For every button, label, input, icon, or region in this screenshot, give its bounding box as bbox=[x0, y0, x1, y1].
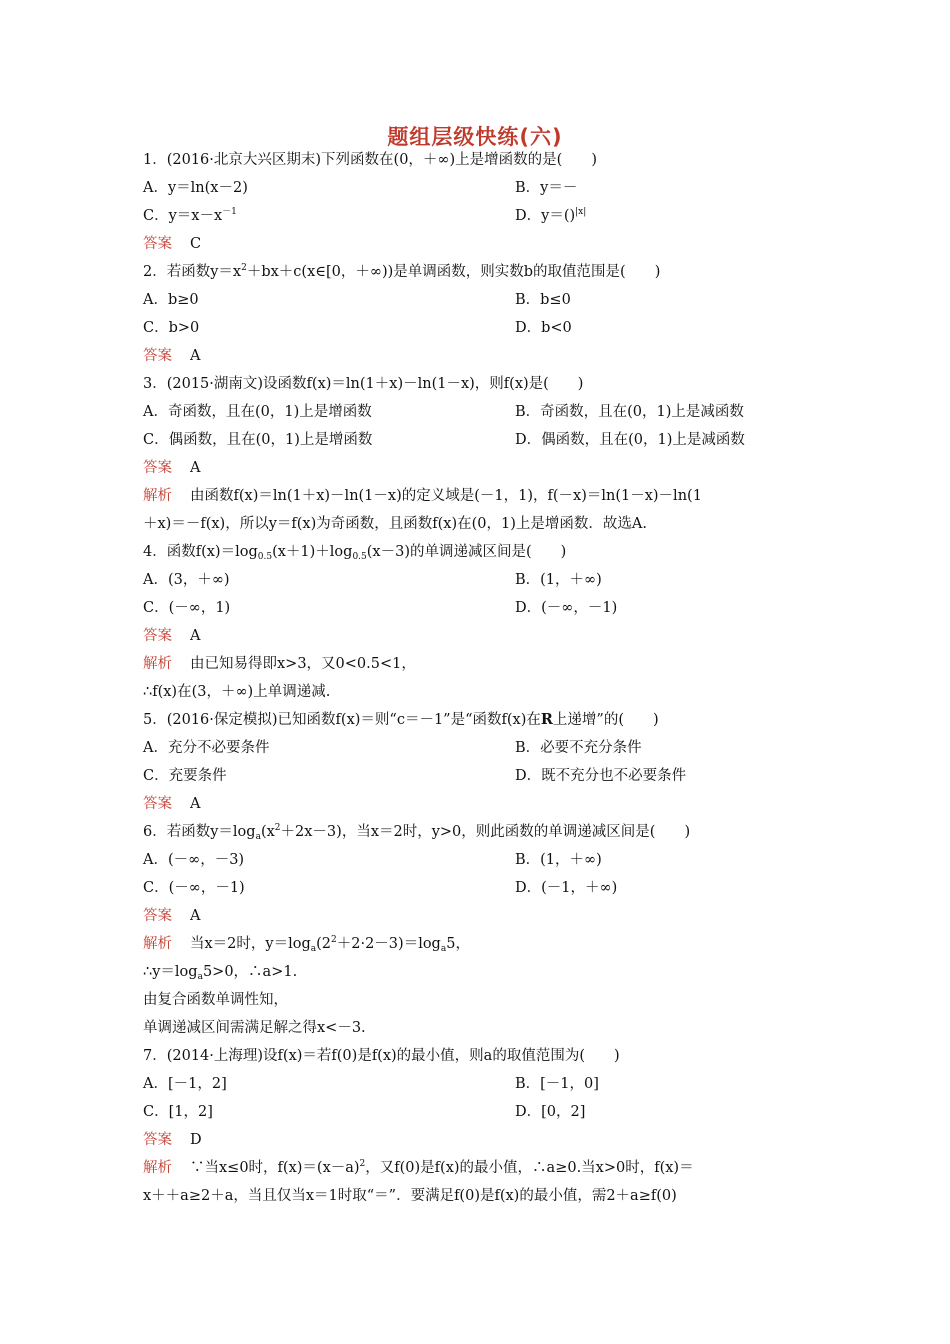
question-6-options-cd bbox=[143, 874, 815, 902]
question-4-analysis: 解析 由已知易得即x>3，又0<0.5<1， bbox=[143, 656, 416, 672]
option-c: C．$y=x-x^{-1}$ bbox=[143, 207, 237, 224]
option-c: C．b>0 bbox=[143, 320, 200, 336]
question-3-stem: 3．(2015·湖南文)设函数f(x)＝ln(1＋x)－ln(1－x)，则f(x)是( ) bbox=[143, 376, 584, 392]
option-d: D．既不充分也不必要条件 bbox=[515, 768, 687, 784]
question-list bbox=[143, 146, 815, 1210]
question-5-stem: 5．(2016·保定模拟)已知函数f(x)＝则“c＝－1”是“函数f(x)在R上递增”的( ) bbox=[143, 711, 659, 728]
option-a: A．y＝ln(x－2) bbox=[143, 180, 248, 196]
question-7-options-ab bbox=[143, 1070, 815, 1098]
answer-label: 答案 bbox=[143, 796, 172, 812]
question-6-analysis: 解析 当x＝2时，$y=\log_a(2^2+2\cdot 2-3)=\log_a5$， bbox=[143, 935, 470, 954]
option-a: A．奇函数，且在(0，1)上是增函数 bbox=[143, 404, 372, 420]
question-3-analysis: 解析 由函数f(x)＝ln(1＋x)－ln(1－x)的定义域是(－1，1)，f(－x)＝ln(1－x)－ln(1 bbox=[143, 488, 702, 504]
question-6-answer: 答案 A bbox=[143, 908, 201, 924]
answer-label: 答案 bbox=[143, 460, 172, 476]
question-6-analysis-cont: 单调递减区间需满足解之得x<－3. bbox=[143, 1020, 366, 1036]
answer-label: 答案 bbox=[143, 236, 172, 252]
question-2-answer: 答案 A bbox=[143, 348, 201, 364]
option-a: A．[－1，2] bbox=[143, 1076, 227, 1092]
question-1-options-ab bbox=[143, 174, 815, 202]
analysis-label: 解析 bbox=[143, 1160, 172, 1176]
question-6-stem: 6．若函数$y=\log_a(x^2+2x-3)$，当x＝2时，y>0，则此函数的单调递减区间是( ) bbox=[143, 823, 691, 842]
answer-label: 答案 bbox=[143, 1132, 172, 1148]
question-4-analysis-cont: ∴f(x)在(3，＋∞)上单调递减. bbox=[143, 684, 331, 700]
question-2-options-ab bbox=[143, 286, 815, 314]
option-b: B．y＝－ bbox=[515, 180, 578, 196]
question-4-answer: 答案 A bbox=[143, 628, 201, 644]
question-7-answer: 答案 D bbox=[143, 1132, 202, 1148]
option-b: B．奇函数，且在(0，1)上是减函数 bbox=[515, 404, 744, 420]
question-5-options-ab bbox=[143, 734, 815, 762]
option-d: D．(－∞，－1) bbox=[515, 600, 618, 616]
question-7-analysis-cont: x＋＋a≥2＋a，当且仅当x＝1时取“＝”．要满足f(0)是f(x)的最小值，需2＋a≥f(0) bbox=[143, 1188, 677, 1204]
question-7-options-cd bbox=[143, 1098, 815, 1126]
option-b: B．必要不充分条件 bbox=[515, 740, 642, 756]
question-3-analysis-cont: ＋x)＝－f(x)，所以y＝f(x)为奇函数，且函数f(x)在(0，1)上是增函数．故选A. bbox=[143, 516, 647, 532]
question-2-stem: 2．若函数$y=x^2+bx+c(x\in[0$，＋∞))是单调函数，则实数b的取值范围是( ) bbox=[143, 263, 661, 280]
option-a: A．(3，＋∞) bbox=[143, 572, 230, 588]
option-d: D．偶函数，且在(0，1)上是减函数 bbox=[515, 432, 745, 448]
option-a: A．(－∞，－3) bbox=[143, 852, 245, 868]
page-title: 题组层级快练(六) bbox=[387, 125, 563, 149]
option-a: A．b≥0 bbox=[143, 292, 199, 308]
option-c: C．(－∞，－1) bbox=[143, 880, 245, 896]
question-4-options-cd bbox=[143, 594, 815, 622]
answer-label: 答案 bbox=[143, 908, 172, 924]
question-1-stem: 1．(2016·北京大兴区期末)下列函数在(0，＋∞)上是增函数的是( ) bbox=[143, 152, 597, 168]
analysis-label: 解析 bbox=[143, 656, 172, 672]
option-b: B．[－1，0] bbox=[515, 1076, 599, 1092]
option-c: C．充要条件 bbox=[143, 768, 227, 784]
analysis-label: 解析 bbox=[143, 936, 172, 952]
answer-label: 答案 bbox=[143, 628, 172, 644]
question-7-stem: 7．(2014·上海理)设f(x)＝若f(0)是f(x)的最小值，则a的取值范围为( ) bbox=[143, 1048, 620, 1064]
option-c: C．[1，2] bbox=[143, 1104, 213, 1120]
question-4-options-ab bbox=[143, 566, 815, 594]
option-b: B．(1，＋∞) bbox=[515, 572, 602, 588]
question-3-answer: 答案 A bbox=[143, 460, 201, 476]
option-d: D．y＝()$^{|x|}$ bbox=[515, 207, 587, 224]
option-a: A．充分不必要条件 bbox=[143, 740, 270, 756]
option-c: C．偶函数，且在(0，1)上是增函数 bbox=[143, 432, 373, 448]
question-6-options-ab bbox=[143, 846, 815, 874]
question-4-stem: 4．函数$f(x)=\log_{0.5}(x+1)+\log_{0.5}(x-3)$的单调递减区间是( ) bbox=[143, 544, 567, 562]
question-3-options-cd bbox=[143, 426, 815, 454]
question-3-options-ab bbox=[143, 398, 815, 426]
question-6-analysis-cont: $\therefore y=\log_a5>0$，∴a>1. bbox=[143, 964, 298, 982]
question-1-options-cd bbox=[143, 202, 815, 230]
question-7-analysis: 解析 ∵当x≤0时，$f(x)=(x-a)^2$，又f(0)是f(x)的最小值，∴a≥0.当x>0时，f(x)＝ bbox=[143, 1159, 694, 1176]
option-c: C．(－∞，1) bbox=[143, 600, 231, 616]
question-5-options-cd bbox=[143, 762, 815, 790]
option-d: D．b<0 bbox=[515, 320, 572, 336]
question-2-options-cd bbox=[143, 314, 815, 342]
option-d: D．(－1，＋∞) bbox=[515, 880, 618, 896]
question-6-analysis-cont: 由复合函数单调性知， bbox=[143, 992, 288, 1008]
option-b: B．(1，＋∞) bbox=[515, 852, 602, 868]
question-1-answer: 答案 C bbox=[143, 236, 202, 252]
question-5-answer: 答案 A bbox=[143, 796, 201, 812]
option-b: B．b≤0 bbox=[515, 292, 571, 308]
analysis-label: 解析 bbox=[143, 488, 172, 504]
answer-label: 答案 bbox=[143, 348, 172, 364]
option-d: D．[0，2] bbox=[515, 1104, 586, 1120]
